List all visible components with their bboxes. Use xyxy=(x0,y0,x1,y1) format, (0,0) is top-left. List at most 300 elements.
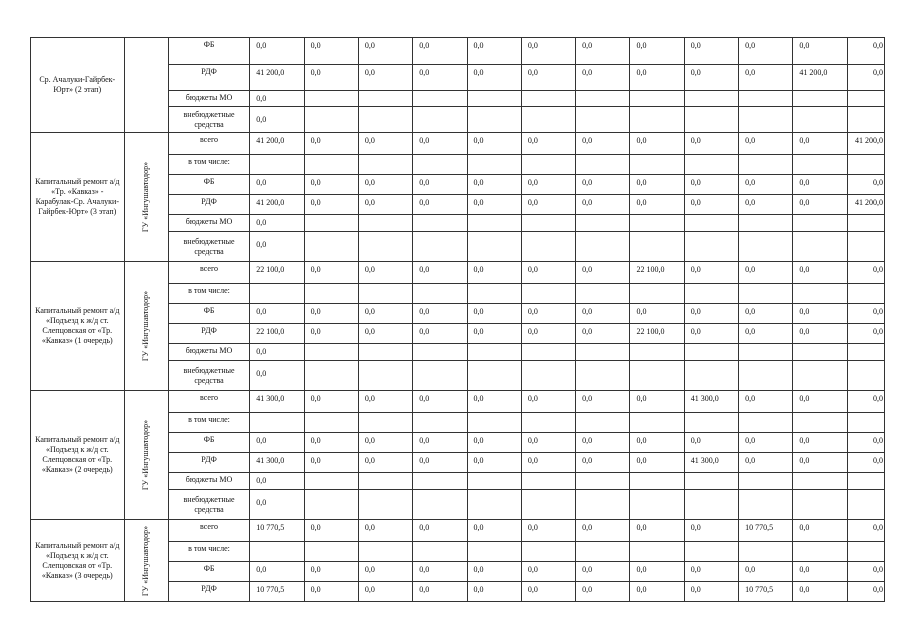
empty-cell xyxy=(304,413,358,433)
empty-cell xyxy=(793,155,847,175)
value-cell: 0,0 xyxy=(250,232,304,262)
empty-cell xyxy=(576,91,630,107)
value-cell: 41 200,0 xyxy=(250,133,304,155)
empty-cell xyxy=(793,413,847,433)
funding-category-cell: РДФ xyxy=(168,453,249,473)
value-cell: 0,0 xyxy=(576,304,630,324)
funding-category-cell: РДФ xyxy=(168,582,249,602)
value-cell: 0,0 xyxy=(630,391,684,413)
value-cell: 0,0 xyxy=(358,324,412,344)
value-cell: 0,0 xyxy=(413,582,467,602)
empty-cell xyxy=(576,490,630,520)
value-cell: 0,0 xyxy=(576,38,630,65)
empty-cell xyxy=(630,344,684,361)
value-cell: 0,0 xyxy=(521,453,575,473)
value-cell: 0,0 xyxy=(358,520,412,542)
empty-cell xyxy=(521,155,575,175)
table-row xyxy=(31,38,885,65)
empty-cell xyxy=(739,413,793,433)
value-cell: 0,0 xyxy=(630,562,684,582)
empty-cell xyxy=(413,284,467,304)
value-cell: 0,0 xyxy=(630,65,684,91)
empty-cell xyxy=(684,542,738,562)
empty-cell xyxy=(413,155,467,175)
value-cell: 0,0 xyxy=(413,262,467,284)
value-cell: 0,0 xyxy=(250,107,304,133)
value-cell: 0,0 xyxy=(684,562,738,582)
empty-cell xyxy=(793,490,847,520)
empty-cell xyxy=(684,413,738,433)
value-cell: 0,0 xyxy=(739,65,793,91)
value-cell: 0,0 xyxy=(521,262,575,284)
value-cell: 0,0 xyxy=(630,195,684,215)
empty-cell xyxy=(413,542,467,562)
value-cell: 0,0 xyxy=(250,175,304,195)
empty-cell xyxy=(304,284,358,304)
empty-cell xyxy=(739,155,793,175)
value-cell: 41 300,0 xyxy=(684,391,738,413)
value-cell: 0,0 xyxy=(630,304,684,324)
empty-cell xyxy=(304,490,358,520)
value-cell: 0,0 xyxy=(413,520,467,542)
value-cell: 0,0 xyxy=(358,195,412,215)
empty-cell xyxy=(793,361,847,391)
empty-cell xyxy=(847,107,884,133)
value-cell: 10 770,5 xyxy=(739,582,793,602)
empty-cell xyxy=(467,232,521,262)
value-cell: 0,0 xyxy=(576,324,630,344)
empty-cell xyxy=(304,107,358,133)
value-cell: 0,0 xyxy=(684,304,738,324)
empty-cell xyxy=(576,215,630,232)
empty-cell xyxy=(304,542,358,562)
empty-cell xyxy=(521,413,575,433)
funding-category-cell: бюджеты МО xyxy=(168,473,249,490)
value-cell: 0,0 xyxy=(250,38,304,65)
value-cell: 0,0 xyxy=(793,262,847,284)
value-cell: 0,0 xyxy=(630,582,684,602)
value-cell: 0,0 xyxy=(684,175,738,195)
value-cell: 0,0 xyxy=(250,433,304,453)
funding-category-cell: ФБ xyxy=(168,304,249,324)
table-row xyxy=(31,133,885,155)
value-cell: 0,0 xyxy=(684,262,738,284)
funding-category-cell: в том числе: xyxy=(168,155,249,175)
empty-cell xyxy=(467,215,521,232)
funding-category-cell: ФБ xyxy=(168,433,249,453)
empty-cell xyxy=(847,91,884,107)
empty-cell xyxy=(739,361,793,391)
value-cell: 0,0 xyxy=(630,38,684,65)
value-cell: 0,0 xyxy=(304,391,358,413)
empty-cell xyxy=(304,215,358,232)
empty-cell xyxy=(739,215,793,232)
value-cell: 0,0 xyxy=(467,582,521,602)
value-cell: 41 300,0 xyxy=(250,391,304,413)
value-cell: 0,0 xyxy=(521,133,575,155)
value-cell: 0,0 xyxy=(467,453,521,473)
empty-cell xyxy=(358,413,412,433)
empty-cell xyxy=(847,490,884,520)
value-cell: 0,0 xyxy=(304,433,358,453)
value-cell: 0,0 xyxy=(250,344,304,361)
value-cell: 0,0 xyxy=(304,195,358,215)
value-cell: 0,0 xyxy=(630,453,684,473)
empty-cell xyxy=(630,361,684,391)
organization-label: ГУ «Ингушавтодор» xyxy=(141,290,151,362)
empty-cell xyxy=(576,542,630,562)
empty-cell xyxy=(467,413,521,433)
empty-cell xyxy=(304,473,358,490)
value-cell: 0,0 xyxy=(793,38,847,65)
empty-cell xyxy=(847,215,884,232)
empty-cell xyxy=(684,344,738,361)
value-cell: 0,0 xyxy=(250,490,304,520)
empty-cell xyxy=(413,490,467,520)
empty-cell xyxy=(521,361,575,391)
empty-cell xyxy=(630,542,684,562)
value-cell: 0,0 xyxy=(413,562,467,582)
empty-cell xyxy=(413,215,467,232)
value-cell: 0,0 xyxy=(467,133,521,155)
empty-cell xyxy=(630,284,684,304)
value-cell: 0,0 xyxy=(847,324,884,344)
value-cell: 0,0 xyxy=(521,304,575,324)
empty-cell xyxy=(793,542,847,562)
empty-cell xyxy=(847,361,884,391)
value-cell: 0,0 xyxy=(521,562,575,582)
funding-category-cell: РДФ xyxy=(168,324,249,344)
empty-cell xyxy=(630,107,684,133)
value-cell: 0,0 xyxy=(576,582,630,602)
empty-cell xyxy=(521,473,575,490)
value-cell: 0,0 xyxy=(739,453,793,473)
funding-category-cell: бюджеты МО xyxy=(168,215,249,232)
value-cell: 0,0 xyxy=(739,195,793,215)
value-cell: 0,0 xyxy=(576,562,630,582)
value-cell: 0,0 xyxy=(413,453,467,473)
empty-cell xyxy=(358,490,412,520)
empty-cell xyxy=(793,473,847,490)
value-cell: 0,0 xyxy=(521,65,575,91)
value-cell: 0,0 xyxy=(413,65,467,91)
value-cell: 0,0 xyxy=(684,433,738,453)
value-cell: 0,0 xyxy=(793,520,847,542)
table-row xyxy=(31,391,885,413)
value-cell: 0,0 xyxy=(304,304,358,324)
value-cell: 0,0 xyxy=(250,304,304,324)
empty-cell xyxy=(467,542,521,562)
value-cell: 0,0 xyxy=(576,433,630,453)
empty-cell xyxy=(739,344,793,361)
organization-cell xyxy=(124,133,168,262)
value-cell: 0,0 xyxy=(467,520,521,542)
value-cell: 0,0 xyxy=(521,38,575,65)
value-cell: 0,0 xyxy=(413,195,467,215)
value-cell: 0,0 xyxy=(793,324,847,344)
value-cell: 0,0 xyxy=(467,262,521,284)
value-cell: 0,0 xyxy=(739,433,793,453)
empty-cell xyxy=(467,107,521,133)
object-name-cell: Ср. Ачалуки-Гайрбек-Юрт» (2 этап) xyxy=(31,38,125,133)
empty-cell xyxy=(630,232,684,262)
value-cell: 0,0 xyxy=(358,391,412,413)
empty-cell xyxy=(304,91,358,107)
value-cell: 0,0 xyxy=(467,195,521,215)
funding-category-cell: ФБ xyxy=(168,38,249,65)
value-cell: 0,0 xyxy=(847,433,884,453)
value-cell: 22 100,0 xyxy=(250,324,304,344)
empty-cell xyxy=(684,155,738,175)
value-cell: 0,0 xyxy=(304,453,358,473)
value-cell: 0,0 xyxy=(521,433,575,453)
empty-cell xyxy=(413,107,467,133)
value-cell: 10 770,5 xyxy=(250,520,304,542)
value-cell: 0,0 xyxy=(576,520,630,542)
empty-cell xyxy=(739,490,793,520)
value-cell: 0,0 xyxy=(793,391,847,413)
table-row xyxy=(31,262,885,284)
empty-cell xyxy=(467,490,521,520)
empty-cell xyxy=(793,344,847,361)
object-name-cell: Капитальный ремонт а/д «Тр. «Кавказ» - Карабулак-Ср. Ачалуки-Гайрбек-Юрт» (3 этап) xyxy=(31,133,125,262)
value-cell: 0,0 xyxy=(739,262,793,284)
empty-cell xyxy=(847,542,884,562)
value-cell: 0,0 xyxy=(467,324,521,344)
empty-cell xyxy=(250,413,304,433)
empty-cell xyxy=(358,232,412,262)
value-cell: 0,0 xyxy=(358,562,412,582)
empty-cell xyxy=(630,215,684,232)
value-cell: 41 200,0 xyxy=(793,65,847,91)
value-cell: 0,0 xyxy=(413,175,467,195)
value-cell: 0,0 xyxy=(304,520,358,542)
value-cell: 0,0 xyxy=(413,433,467,453)
value-cell: 0,0 xyxy=(358,453,412,473)
value-cell: 0,0 xyxy=(847,582,884,602)
value-cell: 0,0 xyxy=(304,262,358,284)
value-cell: 0,0 xyxy=(793,453,847,473)
funding-category-cell: РДФ xyxy=(168,65,249,91)
empty-cell xyxy=(358,542,412,562)
empty-cell xyxy=(576,284,630,304)
empty-cell xyxy=(630,473,684,490)
empty-cell xyxy=(358,473,412,490)
empty-cell xyxy=(684,361,738,391)
value-cell: 41 200,0 xyxy=(847,195,884,215)
value-cell: 0,0 xyxy=(630,433,684,453)
value-cell: 0,0 xyxy=(576,133,630,155)
value-cell: 0,0 xyxy=(467,304,521,324)
organization-cell xyxy=(124,520,168,602)
organization-label: ГУ «Ингушавтодор» xyxy=(141,525,151,596)
empty-cell xyxy=(250,542,304,562)
value-cell: 0,0 xyxy=(847,38,884,65)
empty-cell xyxy=(521,215,575,232)
empty-cell xyxy=(630,413,684,433)
organization-label: ГУ «Ингушавтодор» xyxy=(141,419,151,491)
empty-cell xyxy=(739,91,793,107)
empty-cell xyxy=(630,155,684,175)
empty-cell xyxy=(793,232,847,262)
empty-cell xyxy=(467,361,521,391)
value-cell: 0,0 xyxy=(250,562,304,582)
value-cell: 0,0 xyxy=(684,133,738,155)
empty-cell xyxy=(847,284,884,304)
empty-cell xyxy=(467,473,521,490)
funding-category-cell: всего xyxy=(168,133,249,155)
value-cell: 0,0 xyxy=(630,175,684,195)
funding-category-cell: в том числе: xyxy=(168,284,249,304)
empty-cell xyxy=(576,107,630,133)
empty-cell xyxy=(576,155,630,175)
budget-table xyxy=(30,37,885,602)
empty-cell xyxy=(576,344,630,361)
value-cell: 0,0 xyxy=(467,38,521,65)
empty-cell xyxy=(847,473,884,490)
value-cell: 0,0 xyxy=(793,582,847,602)
value-cell: 0,0 xyxy=(684,195,738,215)
value-cell: 0,0 xyxy=(847,520,884,542)
value-cell: 0,0 xyxy=(793,433,847,453)
value-cell: 0,0 xyxy=(576,175,630,195)
empty-cell xyxy=(413,232,467,262)
empty-cell xyxy=(521,107,575,133)
value-cell: 0,0 xyxy=(304,38,358,65)
funding-category-cell: всего xyxy=(168,391,249,413)
value-cell: 22 100,0 xyxy=(250,262,304,284)
value-cell: 0,0 xyxy=(739,133,793,155)
funding-category-cell: бюджеты МО xyxy=(168,344,249,361)
value-cell: 0,0 xyxy=(358,262,412,284)
empty-cell xyxy=(358,215,412,232)
empty-cell xyxy=(250,155,304,175)
value-cell: 0,0 xyxy=(521,195,575,215)
funding-category-cell: внебюджетные средства xyxy=(168,490,249,520)
empty-cell xyxy=(739,473,793,490)
value-cell: 0,0 xyxy=(739,391,793,413)
value-cell: 0,0 xyxy=(630,133,684,155)
value-cell: 22 100,0 xyxy=(630,262,684,284)
empty-cell xyxy=(847,155,884,175)
value-cell: 0,0 xyxy=(739,324,793,344)
value-cell: 0,0 xyxy=(467,433,521,453)
value-cell: 0,0 xyxy=(847,304,884,324)
empty-cell xyxy=(521,490,575,520)
value-cell: 0,0 xyxy=(413,324,467,344)
organization-cell xyxy=(124,38,168,133)
value-cell: 0,0 xyxy=(358,65,412,91)
value-cell: 0,0 xyxy=(358,433,412,453)
value-cell: 0,0 xyxy=(413,304,467,324)
empty-cell xyxy=(576,413,630,433)
empty-cell xyxy=(467,155,521,175)
funding-category-cell: ФБ xyxy=(168,175,249,195)
object-name-cell: Капитальный ремонт а/д «Подъезд к ж/д ст. Слепцовская от «Тр. «Кавказ» (1 очередь) xyxy=(31,262,125,391)
value-cell: 41 200,0 xyxy=(847,133,884,155)
value-cell: 10 770,5 xyxy=(739,520,793,542)
empty-cell xyxy=(739,107,793,133)
value-cell: 0,0 xyxy=(847,262,884,284)
object-name-cell: Капитальный ремонт а/д «Подъезд к ж/д ст. Слепцовская от «Тр. «Кавказ» (2 очередь) xyxy=(31,391,125,520)
empty-cell xyxy=(739,232,793,262)
empty-cell xyxy=(793,215,847,232)
value-cell: 0,0 xyxy=(358,582,412,602)
empty-cell xyxy=(413,91,467,107)
empty-cell xyxy=(467,344,521,361)
value-cell: 0,0 xyxy=(250,473,304,490)
value-cell: 0,0 xyxy=(793,195,847,215)
empty-cell xyxy=(358,284,412,304)
value-cell: 0,0 xyxy=(847,175,884,195)
value-cell: 0,0 xyxy=(684,582,738,602)
value-cell: 0,0 xyxy=(739,304,793,324)
value-cell: 0,0 xyxy=(521,582,575,602)
funding-category-cell: внебюджетные средства xyxy=(168,361,249,391)
value-cell: 0,0 xyxy=(576,195,630,215)
value-cell: 0,0 xyxy=(739,38,793,65)
value-cell: 10 770,5 xyxy=(250,582,304,602)
empty-cell xyxy=(413,413,467,433)
empty-cell xyxy=(793,91,847,107)
value-cell: 0,0 xyxy=(304,562,358,582)
empty-cell xyxy=(847,344,884,361)
value-cell: 0,0 xyxy=(304,133,358,155)
empty-cell xyxy=(467,284,521,304)
empty-cell xyxy=(304,344,358,361)
empty-cell xyxy=(576,473,630,490)
empty-cell xyxy=(684,284,738,304)
value-cell: 0,0 xyxy=(358,38,412,65)
empty-cell xyxy=(521,284,575,304)
empty-cell xyxy=(358,361,412,391)
empty-cell xyxy=(304,361,358,391)
empty-cell xyxy=(358,91,412,107)
value-cell: 0,0 xyxy=(684,520,738,542)
empty-cell xyxy=(793,284,847,304)
value-cell: 0,0 xyxy=(304,175,358,195)
value-cell: 0,0 xyxy=(793,562,847,582)
value-cell: 0,0 xyxy=(793,304,847,324)
value-cell: 0,0 xyxy=(413,391,467,413)
empty-cell xyxy=(684,490,738,520)
organization-cell xyxy=(124,262,168,391)
value-cell: 0,0 xyxy=(304,582,358,602)
empty-cell xyxy=(521,344,575,361)
value-cell: 0,0 xyxy=(304,65,358,91)
value-cell: 41 300,0 xyxy=(250,453,304,473)
value-cell: 0,0 xyxy=(739,175,793,195)
funding-category-cell: в том числе: xyxy=(168,413,249,433)
object-name-cell: Капитальный ремонт а/д «Подъезд к ж/д ст. Слепцовская от «Тр. «Кавказ» (3 очередь) xyxy=(31,520,125,602)
value-cell: 0,0 xyxy=(576,391,630,413)
empty-cell xyxy=(847,232,884,262)
funding-category-cell: в том числе: xyxy=(168,542,249,562)
value-cell: 0,0 xyxy=(684,38,738,65)
empty-cell xyxy=(521,91,575,107)
empty-cell xyxy=(358,344,412,361)
value-cell: 0,0 xyxy=(467,391,521,413)
funding-category-cell: внебюджетные средства xyxy=(168,232,249,262)
value-cell: 0,0 xyxy=(304,324,358,344)
value-cell: 22 100,0 xyxy=(630,324,684,344)
empty-cell xyxy=(739,284,793,304)
empty-cell xyxy=(576,361,630,391)
empty-cell xyxy=(467,91,521,107)
value-cell: 0,0 xyxy=(467,175,521,195)
value-cell: 0,0 xyxy=(793,133,847,155)
funding-category-cell: РДФ xyxy=(168,195,249,215)
